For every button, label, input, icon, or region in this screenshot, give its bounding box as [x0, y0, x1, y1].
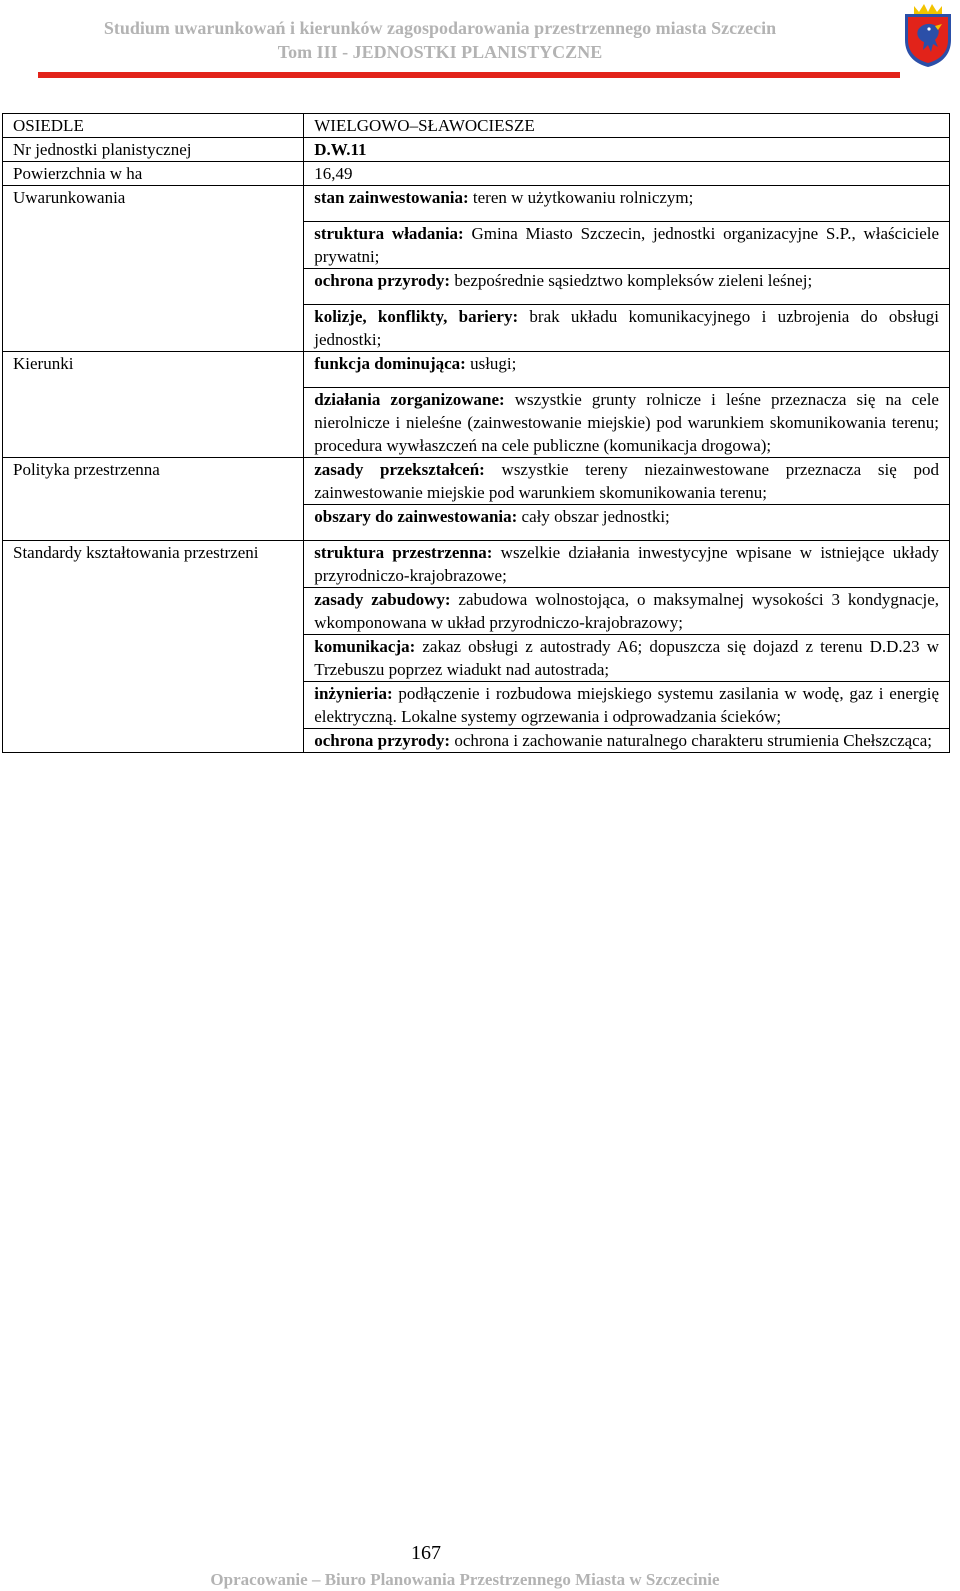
kierunki-label: Kierunki [3, 352, 304, 458]
standardy-item: inżynieria: podłączenie i rozbudowa miejskiego systemu zasilania w wodę, gaz i energię elektryczną. Lokalne systemy ogrzewania i odprowadzania ścieków; [3, 682, 950, 729]
area-value: 16,49 [304, 162, 950, 186]
document-series-title: Studium uwarunkowań i kierunków zagospodarowania przestrzennego miasta Szczecin [103, 18, 777, 38]
standardy-item: ochrona przyrody: ochrona i zachowanie naturalnego charakteru strumienia Chełszcząca; [3, 729, 950, 753]
polityka-label: Polityka przestrzenna [3, 458, 304, 541]
kierunki-item: działania zorganizowane: wszystkie grunty rolnicze i leśne przeznacza się na cele nierolnicze i nieleśne (zainwestowanie miejskie) pod warunkiem skomunikowania terenu; procedura wywłaszczeń na cele publiczne (komunikacja drogowa); [3, 388, 950, 458]
standardy-item: komunikacja: zakaz obsługi z autostrady A6; dopuszcza się dojazd z terenu D.D.23 w Trzebuszu poprzez wiadukt nad autostrada; [3, 635, 950, 682]
kierunki-item: Kierunki funkcja dominująca: usługi; [3, 352, 950, 388]
volume-title: Tom III - JEDNOSTKI PLANISTYCZNE [277, 42, 603, 62]
unit-sheet-table [2, 113, 950, 753]
standardy-item: Standardy kształtowania przestrzeni struktura przestrzenna: wszelkie działania inwestycyjne wpisane w istniejące układy przyrodniczo-krajobrazowe; [3, 541, 950, 588]
unit-number-label: Nr jednostki planistycznej [3, 138, 304, 162]
polityka-item: obszary do zainwestowania: cały obszar jednostki; [3, 505, 950, 541]
area-row [3, 162, 950, 186]
page-number: 167 [411, 1542, 441, 1564]
standardy-label: Standardy kształtowania przestrzeni [3, 541, 304, 753]
uwarunkowania-item: kolizje, konflikty, bariery: brak układu komunikacyjnego i uzbrojenia do obsługi jednostki; [3, 305, 950, 352]
osiedle-value: WIELGOWO–SŁAWOCIESZE [304, 114, 950, 138]
standardy-item: zasady zabudowy: zabudowa wolnostojąca, o maksymalnej wysokości 3 kondygnacje, wkomponowana w układ przyrodniczo-krajobrazowy; [3, 588, 950, 635]
osiedle-label: OSIEDLE [3, 114, 304, 138]
unit-number-row [3, 138, 950, 162]
footer-credit: Opracowanie – Biuro Planowania Przestrzennego Miasta w Szczecinie [210, 1570, 720, 1589]
area-label: Powierzchnia w ha [3, 162, 304, 186]
uwarunkowania-item: Uwarunkowania stan zainwestowania: teren w użytkowaniu rolniczym; [3, 186, 950, 222]
uwarunkowania-label: Uwarunkowania [3, 186, 304, 352]
polityka-item: Polityka przestrzenna zasady przekształceń: wszystkie tereny niezainwestowane przeznacza się pod zainwestowanie miejskie pod warunkiem skomunikowania terenu; [3, 458, 950, 505]
uwarunkowania-item: struktura władania: Gmina Miasto Szczecin, jednostki organizacyjne S.P., właściciele prywatni; [3, 222, 950, 269]
osiedle-row [3, 114, 950, 138]
unit-number-value: D.W.11 [304, 138, 950, 162]
header-rule [38, 72, 900, 78]
uwarunkowania-item: ochrona przyrody: bezpośrednie sąsiedztwo kompleksów zieleni leśnej; [3, 269, 950, 305]
szczecin-coat-of-arms-icon [902, 2, 954, 68]
